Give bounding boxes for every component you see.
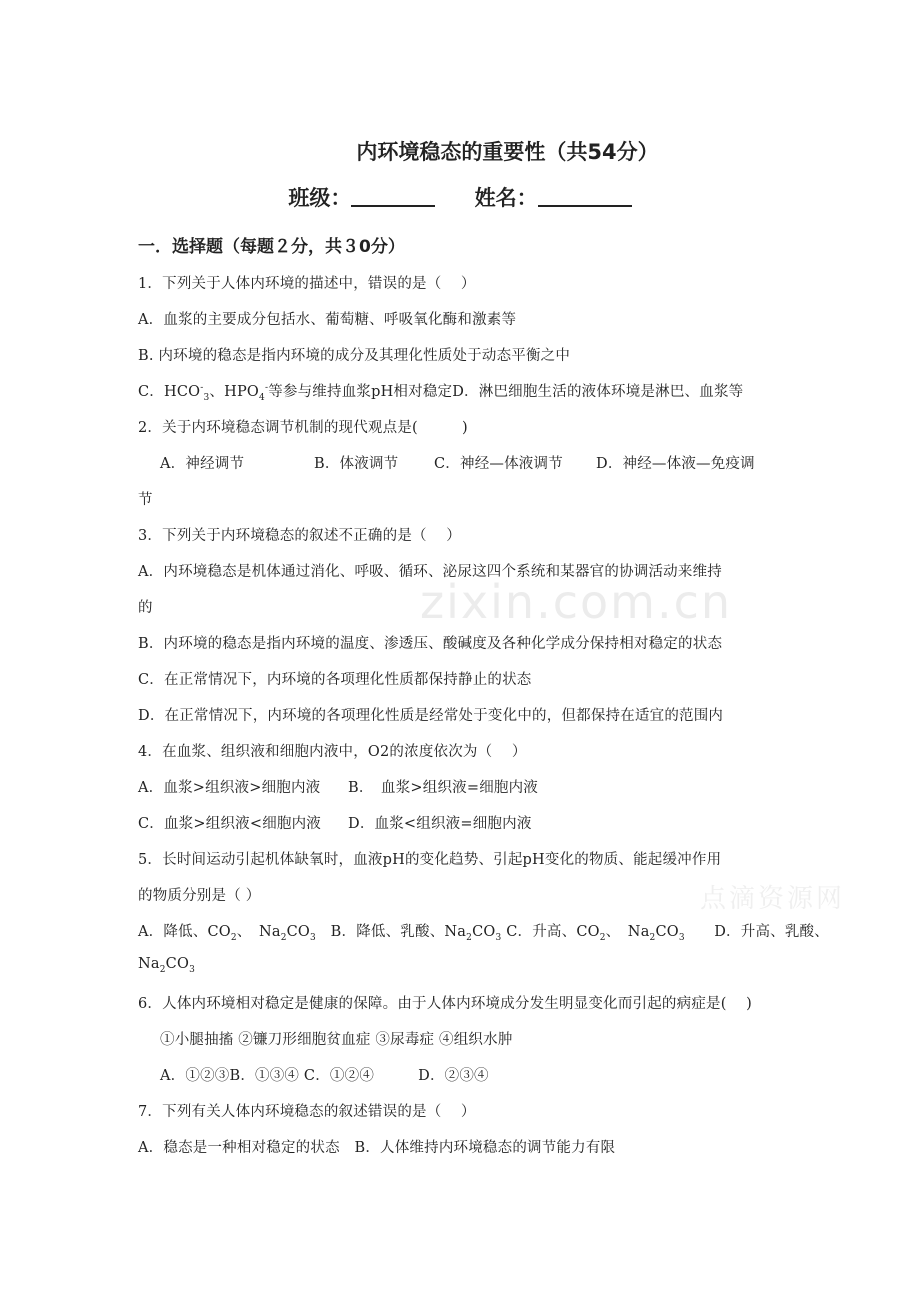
q2-stem: 2．关于内环境稳态调节机制的现代观点是( ) [138, 420, 468, 436]
q3-stem: 3．下列关于内环境稳态的叙述不正确的是（ ） [138, 528, 461, 544]
name-blank[interactable] [538, 185, 632, 207]
name-line [0, 182, 920, 212]
q5-stem-wrap: 的物质分别是（ ） [138, 888, 261, 904]
q6-options: A．①②③B．①③④ C．①②④ D．②③④ [160, 1068, 489, 1084]
q3-option-b: B．内环境的稳态是指内环境的温度、渗透压、酸碱度及各种化学成分保持相对稳定的状态 [138, 636, 723, 652]
name-field: 姓名： [475, 182, 632, 212]
q1-option-a: A．血浆的主要成分包括水、葡萄糖、呼吸氧化酶和激素等 [138, 312, 517, 328]
q1-option-cd: C．$HCO^-_3$、$HPO_4^-$等参与维持血浆pH相对稳定D．淋巴细胞生活的液体环境是淋巴、血浆等 [138, 383, 744, 403]
watermark: zixin.com.cn [420, 575, 733, 629]
section-heading: 一．选择题（每题２分，共３0分） [138, 237, 405, 257]
q2-options: A．神经调节 B．体液调节 C．神经—体液调节 D．神经—体液—免疫调 [160, 456, 755, 472]
q5-options: A．降低、$CO_2$、 $Na_2CO_3$ B．降低、乳酸、$Na_2CO_3$ C．升高、$CO_2$、 $Na_2CO_3$ D．升高、乳酸、 [138, 924, 829, 943]
q1-option-b: B. 内环境的稳态是指内环境的成分及其理化性质处于动态平衡之中 [138, 348, 571, 364]
q4-stem: 4．在血浆、组织液和细胞内液中，O2的浓度依次为（ ） [138, 744, 527, 760]
q1-stem: 1．下列关于人体内环境的描述中，错误的是（ ） [138, 276, 476, 292]
q3-option-a: A．内环境稳态是机体通过消化、呼吸、循环、泌尿这四个系统和某器官的协调活动来维持 [138, 564, 722, 580]
class-blank[interactable] [351, 185, 435, 207]
q4-options-cd: C．血浆>组织液<细胞内液 D．血浆<组织液=细胞内液 [138, 816, 532, 832]
q3-option-d: D．在正常情况下，内环境的各项理化性质是经常处于变化中的，但都保持在适宜的范围内 [138, 708, 724, 724]
q6-items: ①小腿抽搐 ②镰刀形细胞贫血症 ③尿毒症 ④组织水肿 [160, 1032, 513, 1048]
page-title: 内环境稳态的重要性（共54分） [356, 140, 659, 164]
q5-stem: 5．长时间运动引起机体缺氧时，血液pH的变化趋势、引起pH变化的物质、能起缓冲作用 [138, 852, 722, 868]
q5-option-d-wrap: $Na_2CO_3$ [138, 956, 195, 975]
q7-stem: 7．下列有关人体内环境稳态的叙述错误的是（ ） [138, 1104, 476, 1120]
q6-stem: 6．人体内环境相对稳定是健康的保障。由于人体内环境成分发生明显变化而引起的病症是( ) [138, 996, 752, 1012]
class-field: 班级： [288, 182, 435, 212]
q2-option-d-wrap: 节 [138, 492, 153, 508]
q3-option-c: C．在正常情况下，内环境的各项理化性质都保持静止的状态 [138, 672, 532, 688]
q3-option-a-wrap: 的 [138, 600, 153, 616]
q4-options-ab: A．血浆>组织液>细胞内液 B． 血浆>组织液=细胞内液 [138, 780, 539, 796]
watermark-secondary: 点滴资源网 [700, 884, 846, 914]
q7-options-ab: A．稳态是一种相对稳定的状态 B．人体维持内环境稳态的调节能力有限 [138, 1140, 616, 1156]
